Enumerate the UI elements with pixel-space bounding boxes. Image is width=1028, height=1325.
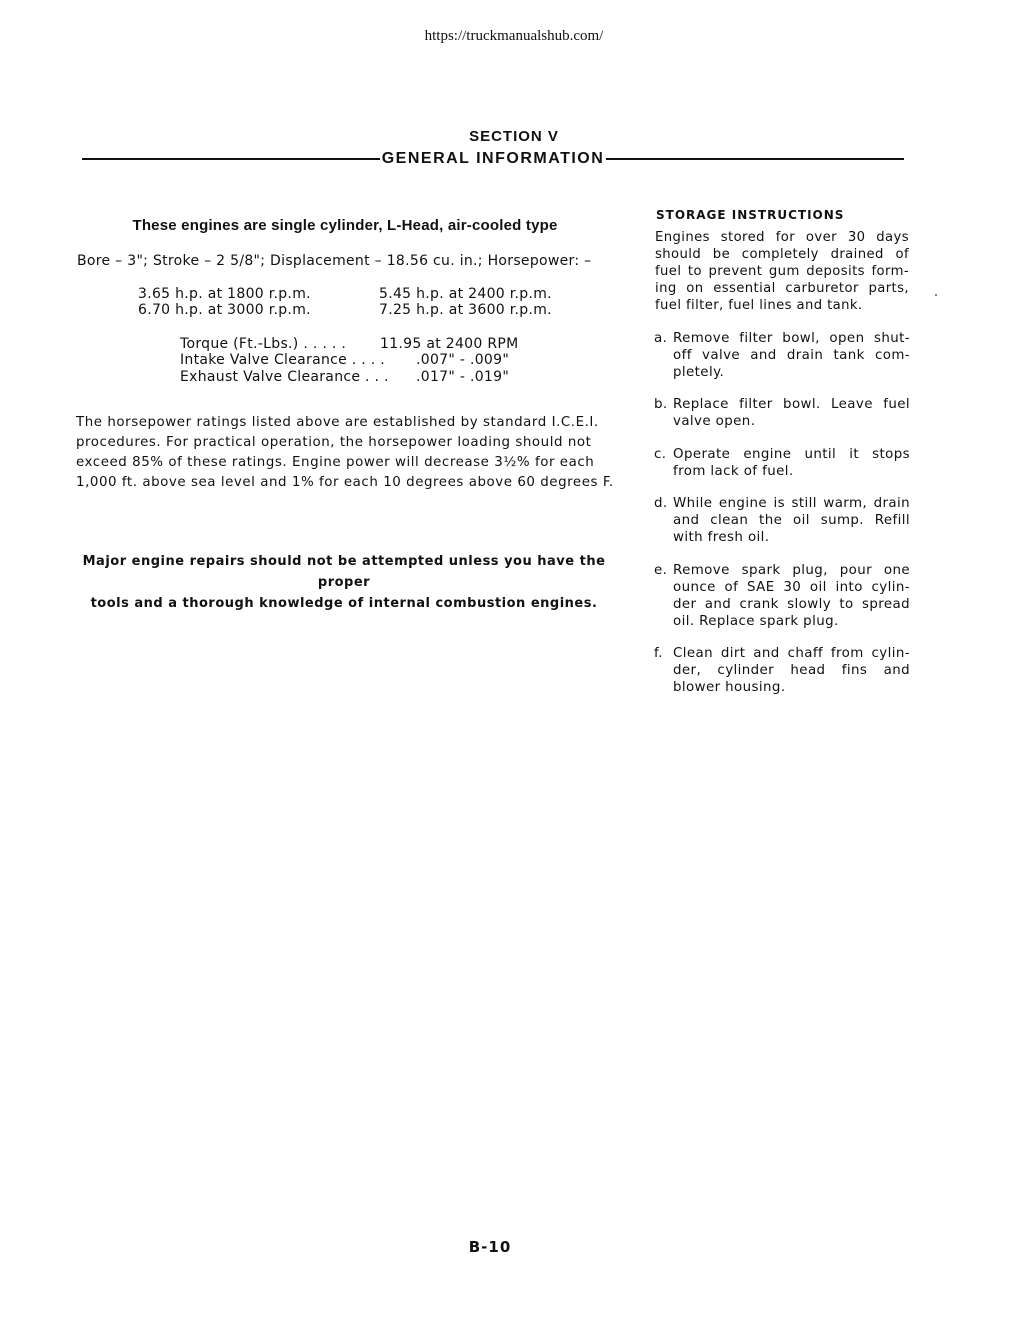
engines-heading: These engines are single cylinder, L-Head, air-cooled type	[132, 217, 558, 234]
step-line: Operate engine until it stops	[673, 447, 910, 462]
step-marker: f.	[654, 646, 663, 661]
page-number: B-10	[468, 1238, 512, 1256]
step-line: Remove filter bowl, open shut-	[673, 331, 910, 346]
step-line: and clean the oil sump. Refill	[673, 513, 910, 528]
storage-step-b	[654, 396, 910, 430]
storage-step-c	[654, 446, 910, 480]
ratings-line: exceed 85% of these ratings. Engine power will decrease 3½% for each	[76, 455, 595, 470]
exhaust-clearance-label: Exhaust Valve Clearance . . .	[180, 369, 389, 385]
intake-clearance-label: Intake Valve Clearance . . . .	[180, 352, 386, 368]
step-line: valve open.	[673, 414, 756, 429]
intro-line: fuel to prevent gum deposits form-	[655, 264, 909, 279]
step-line: While engine is still warm, drain	[673, 496, 910, 511]
section-title: GENERAL INFORMATION	[381, 150, 605, 167]
storage-step-d	[654, 495, 910, 546]
ratings-line: procedures. For practical operation, the horsepower loading should not	[76, 435, 592, 450]
step-line: der and crank slowly to spread	[673, 597, 910, 612]
step-marker: d.	[654, 496, 668, 511]
step-marker: b.	[654, 397, 668, 412]
title-rule-left	[82, 158, 380, 160]
step-line: oil. Replace spark plug.	[673, 614, 839, 629]
step-line: with fresh oil.	[673, 530, 770, 545]
specs-line: Bore – 3"; Stroke – 2 5/8"; Displacement – 18.56 cu. in.; Horsepower: –	[77, 253, 592, 269]
intro-line: should be completely drained of	[655, 247, 909, 262]
storage-intro	[655, 229, 909, 314]
storage-step-f	[654, 645, 910, 696]
section-label: SECTION V	[469, 128, 559, 145]
ratings-line: 1,000 ft. above sea level and 1% for each 10 degrees above 60 degrees F.	[76, 475, 614, 490]
torque-label: Torque (Ft.-Lbs.) . . . . .	[180, 336, 347, 352]
step-marker: a.	[654, 331, 668, 346]
torque-value: 11.95 at 2400 RPM	[380, 336, 519, 352]
step-line: Replace filter bowl. Leave fuel	[673, 397, 910, 412]
section-title-row	[82, 148, 904, 170]
ratings-paragraph	[76, 413, 614, 493]
hp-3600: 7.25 h.p. at 3600 r.p.m.	[379, 302, 552, 318]
step-line: ounce of SAE 30 oil into cylin-	[673, 580, 910, 595]
intake-clearance-value: .007" - .009"	[416, 352, 510, 368]
step-line: from lack of fuel.	[673, 464, 794, 479]
step-line: der, cylinder head fins and	[673, 663, 910, 678]
storage-step-e	[654, 562, 910, 630]
hp-2400: 5.45 h.p. at 2400 r.p.m.	[379, 286, 552, 302]
source-url: https://truckmanualshub.com/	[424, 28, 604, 44]
repair-warning	[70, 551, 618, 614]
intro-line: Engines stored for over 30 days	[655, 230, 909, 245]
storage-step-a	[654, 330, 910, 381]
hp-3000: 6.70 h.p. at 3000 r.p.m.	[138, 302, 311, 318]
step-line: pletely.	[673, 365, 725, 380]
storage-heading: STORAGE INSTRUCTIONS	[656, 208, 845, 222]
warning-line: Major engine repairs should not be attempted unless you have the proper	[82, 554, 606, 590]
title-rule-right	[606, 158, 904, 160]
step-marker: c.	[654, 447, 667, 462]
intro-line: fuel filter, fuel lines and tank.	[655, 298, 863, 313]
scan-speck	[935, 294, 937, 296]
step-line: Clean dirt and chaff from cylin-	[673, 646, 910, 661]
intro-line: ing on essential carburetor parts,	[655, 281, 909, 296]
step-line: off valve and drain tank com-	[673, 348, 910, 363]
step-line: blower housing.	[673, 680, 786, 695]
step-line: Remove spark plug, pour one	[673, 563, 910, 578]
warning-line: tools and a thorough knowledge of internal combustion engines.	[90, 596, 598, 611]
hp-1800: 3.65 h.p. at 1800 r.p.m.	[138, 286, 311, 302]
exhaust-clearance-value: .017" - .019"	[416, 369, 510, 385]
ratings-line: The horsepower ratings listed above are established by standard I.C.E.I.	[76, 415, 599, 430]
step-marker: e.	[654, 563, 668, 578]
